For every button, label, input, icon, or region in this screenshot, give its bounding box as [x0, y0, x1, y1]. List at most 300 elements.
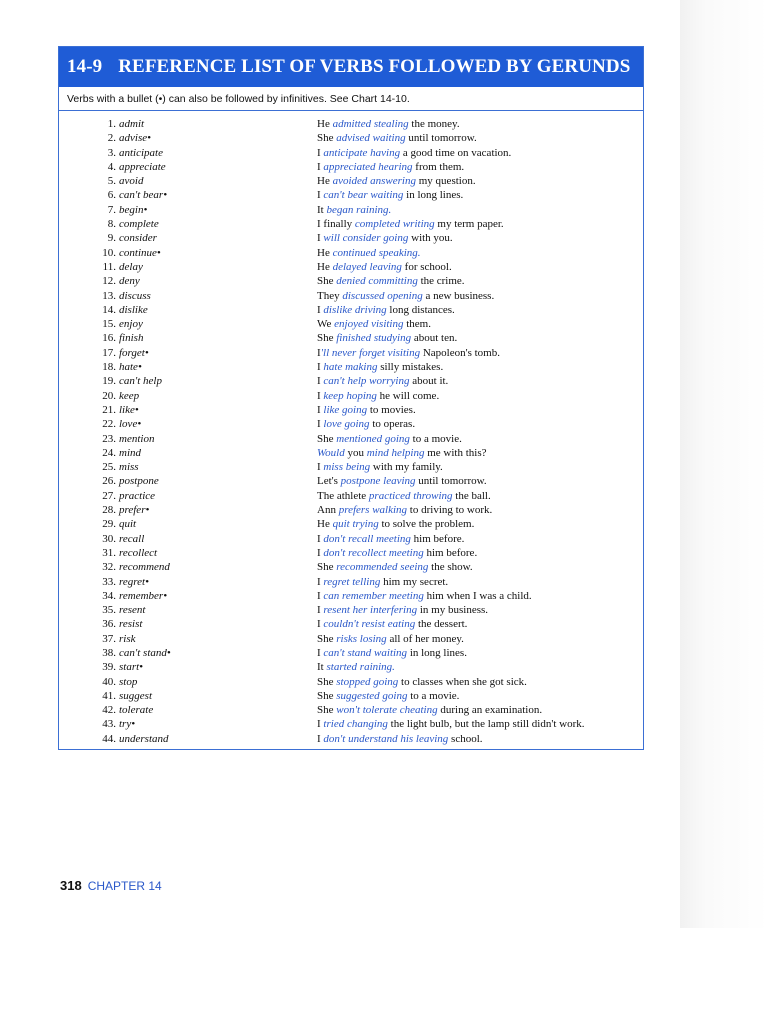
gerund-phrase: miss being	[323, 461, 371, 474]
sentence-text: He	[317, 246, 333, 259]
example-sentence	[317, 131, 477, 145]
list-item	[59, 717, 643, 731]
sentence-text: long distances.	[386, 303, 455, 316]
verb-term: understand	[119, 732, 169, 745]
item-number: 15.	[102, 318, 116, 331]
sentence-text: them.	[403, 318, 431, 331]
gerund-phrase: started raining.	[326, 661, 395, 674]
gerund-phrase: continued speaking.	[332, 246, 421, 259]
verb-list	[59, 117, 643, 746]
verb-term: can't help	[119, 375, 162, 388]
chart-note	[59, 87, 643, 111]
list-item	[59, 303, 643, 317]
gerund-phrase: resent her interfering	[323, 604, 418, 617]
list-item	[59, 689, 643, 703]
verb-term: recommend	[119, 561, 170, 574]
sentence-text: until tomorrow.	[415, 475, 487, 488]
gerund-phrase: avoided answering	[332, 175, 416, 188]
gerund-phrase: 'll never forget visiting	[320, 346, 421, 359]
example-sentence	[317, 503, 492, 517]
verb-term: dislike	[119, 303, 148, 316]
list-item	[59, 632, 643, 646]
sentence-text: to classes when she got sick.	[398, 675, 527, 688]
chart-title: REFERENCE LIST OF VERBS FOLLOWED BY GERUNDS	[118, 56, 631, 77]
gerund-phrase: completed writing	[354, 218, 435, 231]
sentence-text: She	[317, 432, 337, 445]
verb-term: continue•	[119, 246, 161, 259]
gerund-phrase: hate making	[323, 361, 378, 374]
sentence-text: from them.	[412, 160, 465, 173]
chart-note-text: Verbs with a bullet (•) can also be followed by infinitives. See Chart 14-10.	[67, 92, 410, 105]
verb-term: try•	[119, 718, 136, 731]
sentence-text: They	[317, 289, 343, 302]
sentence-text: to a movie.	[407, 689, 460, 702]
example-sentence	[317, 231, 453, 245]
chart-header	[59, 47, 643, 87]
example-sentence	[317, 460, 443, 474]
gerund-phrase: don't recall meeting	[323, 532, 411, 545]
verb-term: advise•	[119, 132, 151, 145]
example-sentence	[317, 703, 542, 717]
verb-term: finish	[119, 332, 144, 345]
example-sentence	[317, 675, 527, 689]
gerund-phrase: tried changing	[323, 718, 388, 731]
example-sentence	[317, 374, 448, 388]
sentence-text: She	[317, 332, 337, 345]
sentence-text: He	[317, 518, 333, 531]
verb-term: deny	[119, 275, 140, 288]
example-sentence	[317, 117, 460, 131]
verb-term: can't bear•	[119, 189, 168, 202]
verb-term: admit	[119, 118, 145, 130]
verb-term: remember•	[119, 589, 168, 602]
sentence-text: with you.	[408, 232, 453, 245]
verb-term: love•	[119, 418, 142, 431]
item-number: 7.	[107, 203, 116, 216]
item-number: 39.	[102, 661, 116, 674]
item-number: 19.	[102, 375, 116, 388]
item-number: 3.	[107, 146, 116, 159]
sentence-text: I	[317, 346, 321, 359]
sentence-text: him my secret.	[380, 575, 449, 588]
list-item	[59, 417, 643, 431]
item-number: 4.	[107, 160, 116, 173]
list-item	[59, 703, 643, 717]
sentence-text: a new business.	[422, 289, 495, 302]
item-number: 30.	[102, 532, 116, 545]
sentence-text: my term paper.	[434, 218, 504, 231]
verb-term: appreciate	[119, 160, 166, 173]
gerund-phrase: love going	[323, 418, 370, 431]
list-item	[59, 317, 643, 331]
sentence-text: I	[317, 732, 324, 745]
example-sentence	[317, 532, 464, 546]
verb-term: discuss	[119, 289, 151, 302]
verb-term: recollect	[119, 546, 158, 559]
sentence-text: I	[317, 232, 324, 245]
item-number: 26.	[102, 475, 116, 488]
sentence-text: him before.	[410, 532, 465, 545]
gerund-phrase: dislike driving	[323, 303, 387, 316]
example-sentence	[317, 317, 431, 331]
sentence-text: in my business.	[417, 604, 489, 617]
list-item	[59, 560, 643, 574]
gerund-phrase: don't recollect meeting	[323, 546, 424, 559]
chapter-label: CHAPTER 14	[87, 879, 162, 893]
sentence-text: him when I was a child.	[423, 589, 532, 602]
list-item	[59, 188, 643, 202]
sentence-text: The athlete	[317, 489, 369, 502]
gerund-phrase: advised waiting	[336, 132, 406, 145]
verb-term: recall	[119, 532, 145, 545]
example-sentence	[317, 474, 487, 488]
item-number: 9.	[107, 232, 116, 245]
item-number: 40.	[102, 675, 116, 688]
sentence-text: I	[317, 189, 324, 202]
gerund-phrase: can remember meeting	[323, 589, 424, 602]
list-item	[59, 546, 643, 560]
sentence-text: It	[317, 661, 327, 674]
sentence-text: to a movie.	[409, 432, 462, 445]
example-sentence	[317, 432, 462, 446]
gerund-phrase: finished studying	[336, 332, 412, 345]
sentence-text: with my family.	[370, 461, 443, 474]
sentence-text: We	[317, 318, 335, 331]
gerund-phrase: can't bear waiting	[323, 189, 404, 202]
example-sentence	[317, 403, 416, 417]
sentence-text: I	[317, 418, 324, 431]
gerund-phrase: stopped going	[336, 675, 399, 688]
item-number: 34.	[102, 589, 116, 602]
item-number: 12.	[102, 275, 116, 288]
sentence-text: in long lines.	[407, 646, 467, 659]
gerund-phrase: denied committing	[336, 275, 418, 288]
list-item	[59, 203, 643, 217]
sentence-text: I	[317, 604, 324, 617]
item-number: 28.	[102, 504, 116, 517]
example-sentence	[317, 289, 494, 303]
sentence-text: She	[317, 675, 337, 688]
list-item	[59, 174, 643, 188]
sentence-text: I	[317, 589, 324, 602]
item-number: 42.	[102, 704, 116, 717]
scan-edge-shade	[680, 0, 768, 928]
list-item	[59, 617, 643, 631]
list-item	[59, 646, 643, 660]
sentence-text: silly mistakes.	[377, 361, 444, 374]
verb-term: anticipate	[119, 146, 163, 159]
sentence-text: I	[317, 461, 324, 474]
item-number: 10.	[102, 246, 116, 259]
verb-term: miss	[119, 461, 139, 474]
page-number: 318	[60, 878, 82, 893]
gerund-phrase: can't help worrying	[323, 375, 410, 388]
sentence-text: all of her money.	[386, 632, 464, 645]
sentence-text: I finally	[317, 218, 355, 231]
verb-term: can't stand•	[119, 646, 171, 659]
sentence-text: I	[317, 646, 324, 659]
verb-term: like•	[119, 403, 139, 416]
item-number: 41.	[102, 689, 116, 702]
sentence-text: he will come.	[376, 389, 440, 402]
list-item	[59, 460, 643, 474]
gerund-phrase: won't tolerate cheating	[336, 704, 438, 717]
item-number: 8.	[107, 218, 116, 231]
example-sentence	[317, 660, 395, 674]
item-number: 5.	[107, 175, 116, 188]
list-item	[59, 432, 643, 446]
example-sentence	[317, 217, 504, 231]
item-number: 44.	[102, 732, 116, 745]
example-sentence	[317, 517, 474, 531]
example-sentence	[317, 446, 487, 460]
list-item	[59, 517, 643, 531]
sentence-text: school.	[448, 732, 483, 745]
item-number: 38.	[102, 646, 116, 659]
example-sentence	[317, 646, 467, 660]
list-item	[59, 660, 643, 674]
sentence-text: I	[317, 389, 324, 402]
gerund-phrase: practiced throwing	[368, 489, 453, 502]
list-item	[59, 231, 643, 245]
list-item	[59, 403, 643, 417]
verb-term: prefer•	[119, 504, 150, 517]
example-sentence	[317, 617, 467, 631]
verb-term: mention	[119, 432, 155, 445]
sentence-text: I	[317, 546, 324, 559]
sentence-text: me with this?	[424, 446, 487, 459]
example-sentence	[317, 274, 465, 288]
example-sentence	[317, 489, 491, 503]
list-item	[59, 131, 643, 145]
sentence-text: about ten.	[411, 332, 458, 345]
example-sentence	[317, 632, 464, 646]
gerund-phrase: keep hoping	[323, 389, 377, 402]
list-item	[59, 489, 643, 503]
sentence-text: him before.	[423, 546, 478, 559]
verb-term: quit	[119, 518, 137, 531]
list-item	[59, 532, 643, 546]
sentence-text: my question.	[416, 175, 476, 188]
gerund-phrase: admitted stealing	[332, 118, 409, 130]
verb-term: mind	[119, 446, 141, 459]
sentence-text: I	[317, 403, 324, 416]
gerund-phrase: risks losing	[336, 632, 387, 645]
gerund-phrase: discussed opening	[342, 289, 423, 302]
page-footer	[60, 878, 162, 893]
list-item	[59, 160, 643, 174]
gerund-phrase: mentioned going	[336, 432, 410, 445]
example-sentence	[317, 689, 459, 703]
sentence-text: I	[317, 375, 324, 388]
list-item	[59, 346, 643, 360]
list-item	[59, 374, 643, 388]
sentence-text: I	[317, 718, 324, 731]
sentence-text: until tomorrow.	[405, 132, 477, 145]
example-sentence	[317, 188, 463, 202]
list-item	[59, 732, 643, 746]
item-number: 36.	[102, 618, 116, 631]
verb-term: begin•	[119, 203, 148, 216]
verb-term: consider	[119, 232, 157, 245]
example-sentence	[317, 203, 391, 217]
verb-term: complete	[119, 218, 159, 231]
sentence-text: the show.	[428, 561, 473, 574]
sentence-text: the ball.	[452, 489, 491, 502]
example-sentence	[317, 575, 448, 589]
sentence-text: She	[317, 561, 337, 574]
reference-chart	[58, 46, 644, 750]
item-number: 33.	[102, 575, 116, 588]
gerund-phrase: anticipate having	[323, 146, 401, 159]
verb-term: enjoy	[119, 318, 143, 331]
sentence-text: about it.	[409, 375, 449, 388]
sentence-text: He	[317, 260, 333, 273]
verb-term: stop	[119, 675, 138, 688]
sentence-text: during an examination.	[437, 704, 543, 717]
gerund-phrase: mind helping	[366, 446, 425, 459]
sentence-text: I	[317, 303, 324, 316]
gerund-phrase: quit trying	[332, 518, 379, 531]
item-number: 20.	[102, 389, 116, 402]
sentence-text: the crime.	[417, 275, 465, 288]
item-number: 23.	[102, 432, 116, 445]
item-number: 24.	[102, 446, 116, 459]
sentence-text: the light bulb, but the lamp still didn't work.	[387, 718, 585, 731]
sentence-text: you	[344, 446, 367, 459]
item-number: 6.	[107, 189, 116, 202]
gerund-phrase: enjoyed visiting	[334, 318, 404, 331]
verb-term: risk	[119, 632, 136, 645]
item-number: 27.	[102, 489, 116, 502]
list-item	[59, 389, 643, 403]
item-number: 37.	[102, 632, 116, 645]
item-number: 2.	[107, 132, 116, 145]
sentence-text: Ann	[317, 504, 339, 517]
list-item	[59, 360, 643, 374]
item-number: 16.	[102, 332, 116, 345]
list-item	[59, 575, 643, 589]
example-sentence	[317, 246, 421, 260]
sentence-text: It	[317, 203, 327, 216]
item-number: 29.	[102, 518, 116, 531]
verb-term: resist	[119, 618, 143, 631]
sentence-text: She	[317, 689, 337, 702]
sentence-text: I	[317, 532, 324, 545]
verb-term: regret•	[119, 575, 149, 588]
example-sentence	[317, 303, 455, 317]
sentence-text: to driving to work.	[407, 504, 493, 517]
list-item	[59, 117, 643, 131]
sentence-text: She	[317, 704, 337, 717]
item-number: 1.	[107, 118, 116, 130]
example-sentence	[317, 389, 439, 403]
item-number: 21.	[102, 403, 116, 416]
verb-term: hate•	[119, 361, 142, 374]
list-item	[59, 146, 643, 160]
list-item	[59, 217, 643, 231]
sentence-text: I	[317, 575, 324, 588]
item-number: 43.	[102, 718, 116, 731]
gerund-phrase: delayed leaving	[332, 260, 402, 273]
sentence-text: the dessert.	[415, 618, 468, 631]
gerund-phrase: will consider going	[323, 232, 409, 245]
gerund-phrase: regret telling	[323, 575, 381, 588]
gerund-phrase: couldn't resist eating	[323, 618, 416, 631]
list-item	[59, 289, 643, 303]
example-sentence	[317, 560, 473, 574]
verb-term: delay	[119, 260, 143, 273]
sentence-text: a good time on vacation.	[400, 146, 512, 159]
example-sentence	[317, 174, 476, 188]
example-sentence	[317, 546, 477, 560]
sentence-text: the money.	[408, 118, 460, 130]
verb-term: start•	[119, 661, 144, 674]
sentence-text: She	[317, 632, 337, 645]
item-number: 18.	[102, 361, 116, 374]
sentence-text: She	[317, 275, 337, 288]
example-sentence	[317, 603, 488, 617]
list-item	[59, 474, 643, 488]
example-sentence	[317, 732, 483, 746]
sentence-text: I	[317, 361, 324, 374]
example-sentence	[317, 589, 532, 603]
gerund-phrase: began raining.	[326, 203, 392, 216]
sentence-text: He	[317, 118, 333, 130]
example-sentence	[317, 417, 415, 431]
verb-term: avoid	[119, 175, 144, 188]
sentence-text: for school.	[401, 260, 452, 273]
verb-term: postpone	[119, 475, 159, 488]
sentence-text: to movies.	[367, 403, 416, 416]
item-number: 25.	[102, 461, 116, 474]
list-item	[59, 503, 643, 517]
list-item	[59, 260, 643, 274]
sentence-text: Let's	[317, 475, 341, 488]
example-sentence	[317, 331, 457, 345]
gerund-phrase: suggested going	[336, 689, 408, 702]
gerund-phrase: prefers walking	[338, 504, 408, 517]
gerund-phrase: like going	[323, 403, 368, 416]
item-number: 13.	[102, 289, 116, 302]
list-item	[59, 675, 643, 689]
verb-term: keep	[119, 389, 140, 402]
example-sentence	[317, 146, 511, 160]
gerund-phrase: Would	[317, 446, 345, 459]
item-number: 11.	[102, 260, 116, 273]
gerund-phrase: postpone leaving	[340, 475, 416, 488]
sentence-text: to operas.	[369, 418, 416, 431]
sentence-text: He	[317, 175, 333, 188]
list-item	[59, 446, 643, 460]
item-number: 14.	[102, 303, 116, 316]
sentence-text: I	[317, 618, 324, 631]
list-item	[59, 589, 643, 603]
gerund-phrase: can't stand waiting	[323, 646, 408, 659]
item-number: 22.	[102, 418, 116, 431]
chart-number: 14-9	[67, 56, 103, 77]
example-sentence	[317, 260, 452, 274]
sentence-text: to solve the problem.	[378, 518, 475, 531]
item-number: 32.	[102, 561, 116, 574]
verb-term: forget•	[119, 346, 149, 359]
verb-term: resent	[119, 604, 146, 617]
sentence-text: in long lines.	[403, 189, 464, 202]
item-number: 35.	[102, 604, 116, 617]
list-item	[59, 246, 643, 260]
verb-term: tolerate	[119, 704, 154, 717]
gerund-phrase: don't understand his leaving	[323, 732, 449, 745]
